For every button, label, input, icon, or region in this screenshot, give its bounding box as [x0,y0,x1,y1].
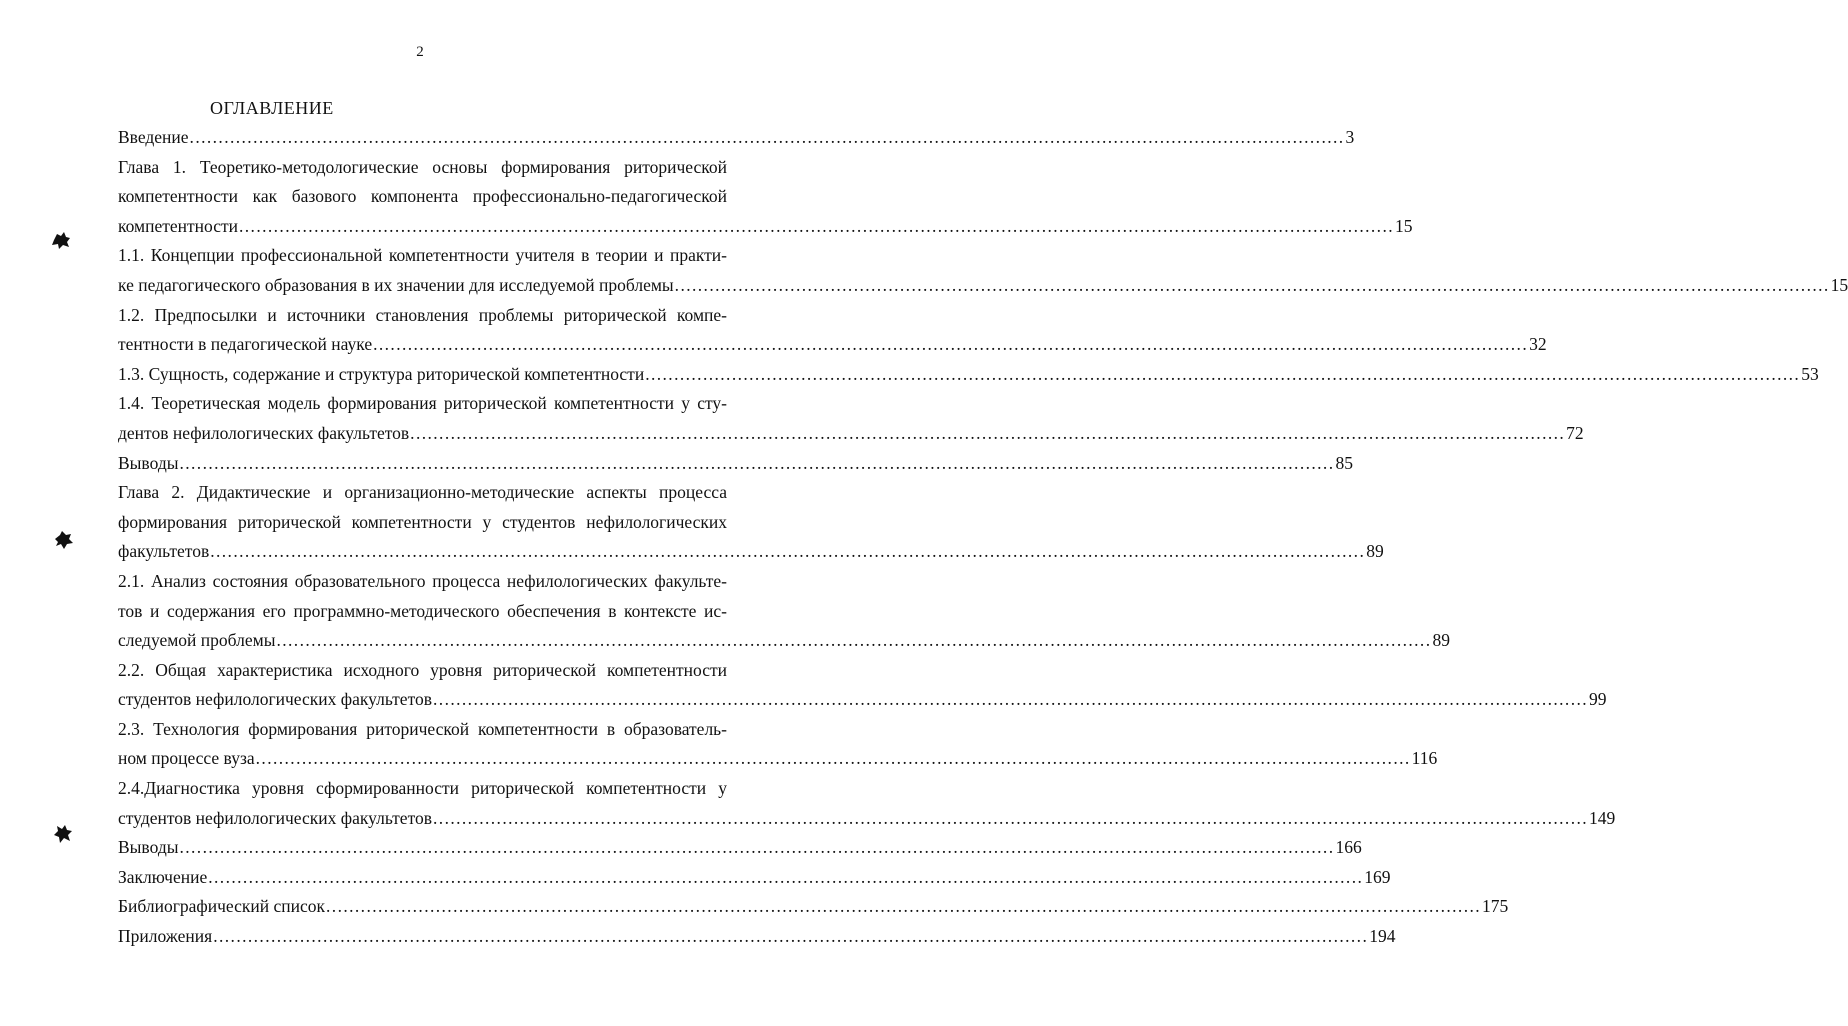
toc-entry-text-line: 1.4. Теоретическая модель формирования риторической компетентности у сту- [118,393,727,414]
toc-entry [118,360,1819,390]
toc-leader-dots: ........................................................................................................................................................................................................ [179,452,1335,473]
toc-entry-last-line [118,892,1509,922]
toc-entry-last-line [118,449,1353,479]
toc-leader-dots: ........................................................................................................................................................................................................ [645,363,1801,384]
toc-entry-text-line: Глава 2. Дидактические и организационно-методические аспекты процесса [118,482,727,503]
toc-leader-dots: ........................................................................................................................................................................................................ [373,334,1529,355]
toc-entry [118,123,1355,153]
toc-entry-text-line: следуемой проблемы [118,630,276,651]
toc-page-number: 116 [1411,748,1438,769]
toc-entry [118,449,1353,479]
toc-entry-text-line: 1.3. Сущность, содержание и структура риторической компетентности [118,363,645,384]
toc-entry-last-line [118,360,1819,390]
toc-entry-last-line [118,626,1450,656]
toc-entry [118,241,1848,300]
toc-entry-last-line [118,685,1607,715]
toc-page-number: 166 [1335,837,1362,858]
ink-blot-icon [52,530,74,550]
toc-page-number: 85 [1335,452,1353,473]
toc-leader-dots: ........................................................................................................................................................................................................ [208,866,1364,887]
page-number: 2 [416,44,424,60]
toc-entry [118,656,1607,715]
toc-entry-text-line: 2.2. Общая характеристика исходного уровня риторической компетентности [118,659,727,680]
toc-entry-last-line [118,419,1584,449]
toc-entry-text-line: Выводы [118,452,179,473]
toc-entry-last-line [118,833,1362,863]
toc-entry-text-line: Заключение [118,866,208,887]
toc-entry-text-line: Выводы [118,837,179,858]
toc-entry-text-line: 2.3. Технология формирования риторической компетентности в образователь- [118,718,727,739]
toc-page-number: 89 [1432,630,1450,651]
toc-entry-text-line: Приложения [118,926,213,947]
toc-page-number: 72 [1566,422,1584,443]
toc-entry-text-line: 2.1. Анализ состояния образовательного процесса нефилологических факульте- [118,570,727,591]
toc-leader-dots: ........................................................................................................................................................................................................ [210,541,1366,562]
toc-leader-dots: ........................................................................................................................................................................................................ [674,274,1830,295]
ink-blot-icon [52,824,74,844]
toc-entry-text-line: студентов нефилологических факультетов [118,807,433,828]
toc-entry-text-line: Введение [118,127,189,147]
toc-entry-last-line [118,123,1355,153]
toc-entry-last-line [118,212,1413,242]
toc-entry [118,715,1438,774]
toc-page-number: 32 [1529,334,1547,355]
toc-page-number: 53 [1801,363,1819,384]
toc-leader-dots: ........................................................................................................................................................................................................ [276,630,1432,651]
toc-entry-text-line: 1.2. Предпосылки и источники становления проблемы риторической компе- [118,304,727,325]
toc-leader-dots: ........................................................................................................................................................................................................ [255,748,1411,769]
toc-entry-last-line [118,922,1396,952]
toc-leader-dots: ........................................................................................................................................................................................................ [179,837,1335,858]
toc-entry [118,774,1616,833]
toc-page-number: 99 [1589,689,1607,710]
toc-page-number: 15 [1395,215,1413,236]
toc-entry-last-line [118,330,1547,360]
toc-entry [118,153,1413,242]
toc-entry-last-line [118,537,1384,567]
toc-entry-text-line: Глава 1. Теоретико-методологические основы формирования риторической [118,156,727,177]
toc-page-number: 169 [1364,866,1391,887]
toc-page-number: 15 [1830,274,1848,295]
toc-entry [118,478,1384,567]
toc-page-number: 89 [1366,541,1384,562]
ink-blot-icon [50,230,72,250]
toc-entry-text-line: факультетов [118,541,210,562]
toc-page-number: 194 [1369,926,1396,947]
toc-entry-last-line [118,744,1438,774]
toc-entry-text-line: 1.1. Концепции профессиональной компетентности учителя в теории и практи- [118,245,727,266]
toc-entry [118,301,1547,360]
toc-page-number: 175 [1482,896,1509,917]
toc-leader-dots: ........................................................................................................................................................................................................ [213,926,1369,947]
toc-page-number: 3 [1345,127,1355,147]
toc-entry-text-line: формирования риторической компетентности у студентов нефилологических [118,511,727,532]
toc-entry [118,922,1396,952]
toc-entry-last-line [118,804,1616,834]
toc-entry-last-line [118,863,1391,893]
toc-leader-dots: ........................................................................................................................................................................................................ [433,689,1589,710]
toc-entry [118,389,1584,448]
toc-entry-text-line: компетентности как базового компонента профессионально-педагогической [118,186,727,207]
toc-entry-text-line: тов и содержания его программно-методического обеспечения в контексте ис- [118,600,727,621]
toc-entry-text-line: 2.4.Диагностика уровня сформированности риторической компетентности у [118,778,727,799]
toc-entry-text-line: студентов нефилологических факультетов [118,689,433,710]
toc-entry-text-line: дентов нефилологических факультетов [118,422,410,443]
toc-entry [118,833,1362,863]
table-of-contents [118,123,1848,952]
toc-entry [118,863,1391,893]
toc-page-number: 149 [1589,807,1616,828]
toc-entry-text-line: ном процессе вуза [118,748,255,769]
toc-entry [118,892,1509,922]
toc-entry-text-line: тентности в педагогической науке [118,334,373,355]
toc-entry-last-line [118,271,1848,301]
toc-leader-dots: ........................................................................................................................................................................................................ [326,896,1482,917]
toc-leader-dots: ........................................................................................................................................................................................................ [239,215,1394,236]
toc-entry-text-line: ке педагогического образования в их значении для исследуемой проблемы [118,274,674,295]
toc-entry [118,567,1450,656]
toc-entry-text-line: компетентности [118,215,238,236]
toc-entry-text-line: Библиографический список [118,896,326,917]
toc-leader-dots: ........................................................................................................................................................................................................ [410,422,1566,443]
toc-title: ОГЛАВЛЕНИЕ [210,98,334,118]
toc-leader-dots: ........................................................................................................................................................................................................ [433,807,1589,828]
toc-leader-dots: ........................................................................................................................................................................................................ [189,127,1345,147]
